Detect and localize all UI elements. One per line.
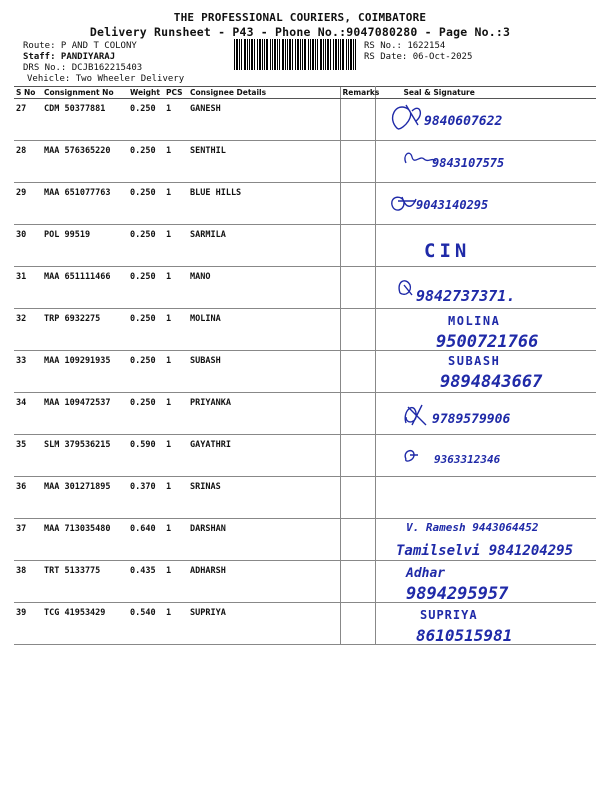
signature-phone: 9789579906 [431,412,510,427]
cell-remarks [340,309,375,351]
signature-phone: 9843107575 [431,156,504,170]
handwritten-signature [376,351,597,393]
table-row [14,183,596,225]
cell-consignee: MOLINA [188,309,340,351]
cell-remarks [340,225,375,267]
cell-remarks [340,393,375,435]
table-header-row [14,87,596,99]
drs-label: DRS No.: DCJB162215403 [23,63,143,73]
cell-sno: 31 [14,267,42,309]
signature-name: SUPRIYA [419,608,478,622]
cell-signature [375,267,596,309]
signature-name: SUBASH [447,354,500,368]
cell-signature [375,351,596,393]
cell-consignee: DARSHAN [188,519,340,561]
signature-name: Adhar [405,566,445,581]
handwritten-signature [376,519,597,561]
cell-sno: 27 [14,99,42,141]
cell-remarks [340,99,375,141]
cell-consignee: MANO [188,267,340,309]
table-row [14,393,596,435]
cell-weight: 0.590 [128,435,164,477]
cell-pcs: 1 [164,435,188,477]
cell-weight: 0.250 [128,393,164,435]
cell-pcs: 1 [164,225,188,267]
table-row [14,309,596,351]
cell-sno: 28 [14,141,42,183]
cell-consignment: MAA 301271895 [42,477,128,519]
signature-phone: 9500721766 [435,332,538,352]
col-header-consignment: Consignment No [42,87,128,99]
rs-number-label: RS No.: 1622154 [364,41,446,51]
cell-signature [375,99,596,141]
signature-phone: 9842737371. [415,287,515,305]
signature-phone: 9363312346 [433,453,500,466]
signature-name: MOLINA [447,314,500,328]
cell-consignee: SUBASH [188,351,340,393]
cell-consignee: SENTHIL [188,141,340,183]
table-row [14,435,596,477]
cell-pcs: 1 [164,351,188,393]
cell-consignee: SARMILA [188,225,340,267]
route-label: Route: P AND T COLONY [23,41,137,51]
cell-sno: 29 [14,183,42,225]
signature-text: CIN [423,240,470,262]
cell-consignment: TRT 5133775 [42,561,128,603]
cell-signature [375,477,596,519]
cell-pcs: 1 [164,309,188,351]
cell-consignment: POL 99519 [42,225,128,267]
cell-remarks [340,519,375,561]
cell-sno: 39 [14,603,42,645]
staff-label: Staff: PANDIYARAJ [23,52,116,62]
cell-consignee: GANESH [188,99,340,141]
handwritten-signature [376,267,597,309]
cell-consignment: TCG 41953429 [42,603,128,645]
cell-weight: 0.250 [128,267,164,309]
handwritten-signature [376,393,597,435]
cell-pcs: 1 [164,183,188,225]
table-row [14,99,596,141]
cell-signature [375,561,596,603]
cell-signature [375,141,596,183]
cell-consignment: SLM 379536215 [42,435,128,477]
cell-remarks [340,183,375,225]
cell-consignment: MAA 713035480 [42,519,128,561]
table-row [14,603,596,645]
cell-weight: 0.640 [128,519,164,561]
cell-consignment: MAA 109472537 [42,393,128,435]
signature-phone: 9840607622 [423,114,502,129]
cell-pcs: 1 [164,267,188,309]
col-header-sno: S No [14,87,42,99]
table-row [14,477,596,519]
table-row [14,519,596,561]
cell-sno: 32 [14,309,42,351]
cell-consignee: SUPRIYA [188,603,340,645]
cell-sno: 33 [14,351,42,393]
cell-pcs: 1 [164,561,188,603]
cell-weight: 0.250 [128,183,164,225]
signature-line: Tamilselvi 9841204295 [395,543,573,559]
signature-phone: 9894843667 [439,372,542,392]
rs-date-label: RS Date: 06-Oct-2025 [364,52,473,62]
company-title: THE PROFESSIONAL COURIERS, COIMBATORE [173,11,427,24]
handwritten-signature [376,561,597,603]
cell-consignment: MAA 576365220 [42,141,128,183]
cell-remarks [340,267,375,309]
cell-pcs: 1 [164,603,188,645]
cell-weight: 0.250 [128,309,164,351]
cell-consignment: TRP 6932275 [42,309,128,351]
signature-phone: 9043140295 [415,198,488,212]
col-header-consignee: Consignee Details [188,87,340,99]
handwritten-signature [376,603,597,645]
cell-pcs: 1 [164,99,188,141]
cell-sno: 30 [14,225,42,267]
cell-remarks [340,435,375,477]
cell-pcs: 1 [164,477,188,519]
cell-remarks [340,477,375,519]
signature-phone: 9894295957 [405,584,508,603]
cell-consignee: ADHARSH [188,561,340,603]
table-row [14,351,596,393]
vehicle-label: Vehicle: Two Wheeler Delivery [27,74,185,84]
handwritten-signature [376,435,597,477]
col-header-weight: Weight [128,87,164,99]
cell-weight: 0.370 [128,477,164,519]
cell-signature [375,393,596,435]
table-row [14,561,596,603]
signature-phone: 8610515981 [415,626,512,645]
cell-consignment: CDM 50377881 [42,99,128,141]
cell-sno: 37 [14,519,42,561]
cell-weight: 0.250 [128,225,164,267]
cell-remarks [340,561,375,603]
cell-remarks [340,351,375,393]
cell-weight: 0.435 [128,561,164,603]
cell-consignment: MAA 651077763 [42,183,128,225]
cell-signature [375,183,596,225]
handwritten-signature [376,309,597,351]
barcode-image [234,39,360,70]
signature-line: V. Ramesh 9443064452 [405,521,538,534]
cell-sno: 34 [14,393,42,435]
cell-consignee: BLUE HILLS [188,183,340,225]
col-header-remarks: Remarks [340,87,375,99]
handwritten-signature [376,225,597,267]
handwritten-signature [376,141,597,183]
cell-signature [375,225,596,267]
cell-weight: 0.250 [128,351,164,393]
cell-sno: 36 [14,477,42,519]
cell-signature [375,435,596,477]
cell-weight: 0.540 [128,603,164,645]
cell-weight: 0.250 [128,99,164,141]
cell-sno: 38 [14,561,42,603]
cell-consignment: MAA 651111466 [42,267,128,309]
cell-weight: 0.250 [128,141,164,183]
cell-consignee: GAYATHRI [188,435,340,477]
table-row [14,267,596,309]
cell-consignee: PRIYANKA [188,393,340,435]
handwritten-signature [376,183,597,225]
runsheet-table [14,86,596,645]
col-header-pcs: PCS [164,87,188,99]
cell-remarks [340,603,375,645]
col-header-signature: Seal & Signature [375,87,596,99]
cell-pcs: 1 [164,393,188,435]
cell-signature [375,603,596,645]
table-row [14,141,596,183]
cell-consignment: MAA 109291935 [42,351,128,393]
cell-remarks [340,141,375,183]
cell-pcs: 1 [164,519,188,561]
cell-signature [375,519,596,561]
cell-sno: 35 [14,435,42,477]
runsheet-subtitle: Delivery Runsheet - P43 - Phone No.:9047080280 - Page No.:3 [89,25,511,39]
cell-consignee: SRINAS [188,477,340,519]
handwritten-signature [376,99,597,141]
cell-signature [375,309,596,351]
table-row [14,225,596,267]
cell-pcs: 1 [164,141,188,183]
